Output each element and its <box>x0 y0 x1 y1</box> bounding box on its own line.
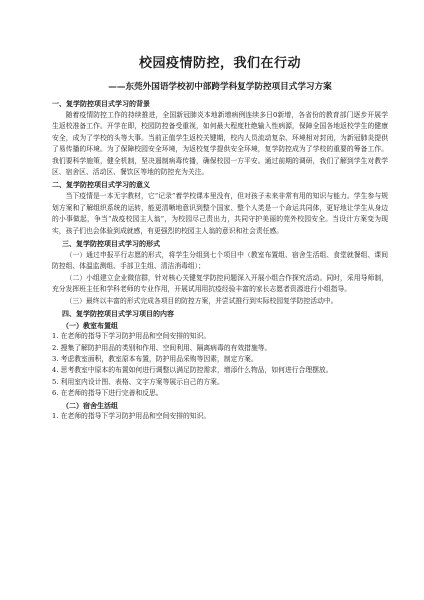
document-title: 校园疫情防控，我们在行动 <box>138 56 301 71</box>
document-subtitle: ——东莞外国语学校初中部跨学科复学防控项目式学习方案 <box>108 82 332 92</box>
list-item: 1. 在老师的指导下学习防护用品和空间安排的知识。 <box>52 411 211 420</box>
group-title-classroom: （一）教室布置组 <box>62 321 118 331</box>
list-item: 4. 思考教室中原本的布置如何进行调整以满足防控需求，增添什么物品，如何进行合理摆放。 <box>52 366 333 375</box>
format-item: （三）最终以丰富的形式完成各项目的防控方案，并尝试推行到实际校园复学防控活动中。 <box>65 296 338 305</box>
list-item: 1. 在老师的指导下学习防护用品和空间安排的知识。 <box>52 332 211 341</box>
section-heading-content: 四、复学防控项目式学习项目的内容 <box>62 309 174 319</box>
list-item: 2. 搜集了解防护用品的类别和作用、空间利用、隔离病毒的有效措施等。 <box>52 343 272 352</box>
list-item: 5. 利用室内设计图、表格、文字方案等展示自己的方案。 <box>52 377 224 386</box>
format-item: （一）通过申报平行志愿的形式，将学生分组到七个项目中（教室布置组、宿舍生活组、食堂就餐组、课间防控组、体温监测组、手部卫生组、清洁消毒组）； <box>52 251 388 271</box>
section-paragraph-significance: 当下疫情是一本无字教材，它“记录”着学校课本里没有，但对孩子未来非常有用的知识与能力。学生参与规划方案和了解组织系统的运转，能更清晰地意识到整个国家、整个人类是一个命运共同体，更好地让学生从身边的小事做起，争当“战疫校园主人翁”，为校园尽己责出力，共同守护美丽的莞外校园安全。当设计方案变为现实，孩子们也会体验到成就感，有更强烈的校园主人翁的意识和社会责任感。 <box>52 192 388 235</box>
section-heading-significance: 二、复学防控项目式学习的意义 <box>52 180 150 190</box>
list-item: 3. 考虑教室面积，教室原本布置，防护用品采购等因素，制定方案。 <box>52 354 258 363</box>
document-page <box>52 52 388 422</box>
section-heading-format: 三、复学防控项目式学习的形式 <box>62 239 160 249</box>
format-item: （二）小组建立企业微信群，针对核心关键复学防控问题深入开展小组合作探究活动。同时，采用导师制，充分发挥班主任和学科老师的专业作用，开展试用用抗疫经验丰富的家长志愿者资源进行小组指导。 <box>52 273 388 294</box>
group-title-dormitory: （二）宿舍生活组 <box>62 400 118 410</box>
section-paragraph-background: 随着疫情防控工作的持续推进，全国新冠肺炎本地新增病例连续多日0新增，各省份的教育部门逐步开展学生返校准备工作。开学在即，校园防控备受重视，如何最大程度杜绝输入性病源，保障全国各地返校学生的健康安全，成为了学校的头等大事。当前正值学生返校关键期，校内人员流动复杂、环境相对封闭，为新冠肺炎提供了易传播的环境。为了保障校园安全环境，为返校复学提供安全环境，复学防控成为了学校的重要的筹备工作。我们要科学施策，健全机制，坚决遏制病毒传播，确保校园一方平安。通过前期的调研，我们了解到学生对教学区、宿舍区、活动区、餐饮区等地的防控充为关注。 <box>52 111 388 177</box>
section-heading-background: 一、复学防控项目式学习的背景 <box>52 99 150 108</box>
list-item: 6. 在老师的指导下进行完善和反思。 <box>52 389 163 398</box>
